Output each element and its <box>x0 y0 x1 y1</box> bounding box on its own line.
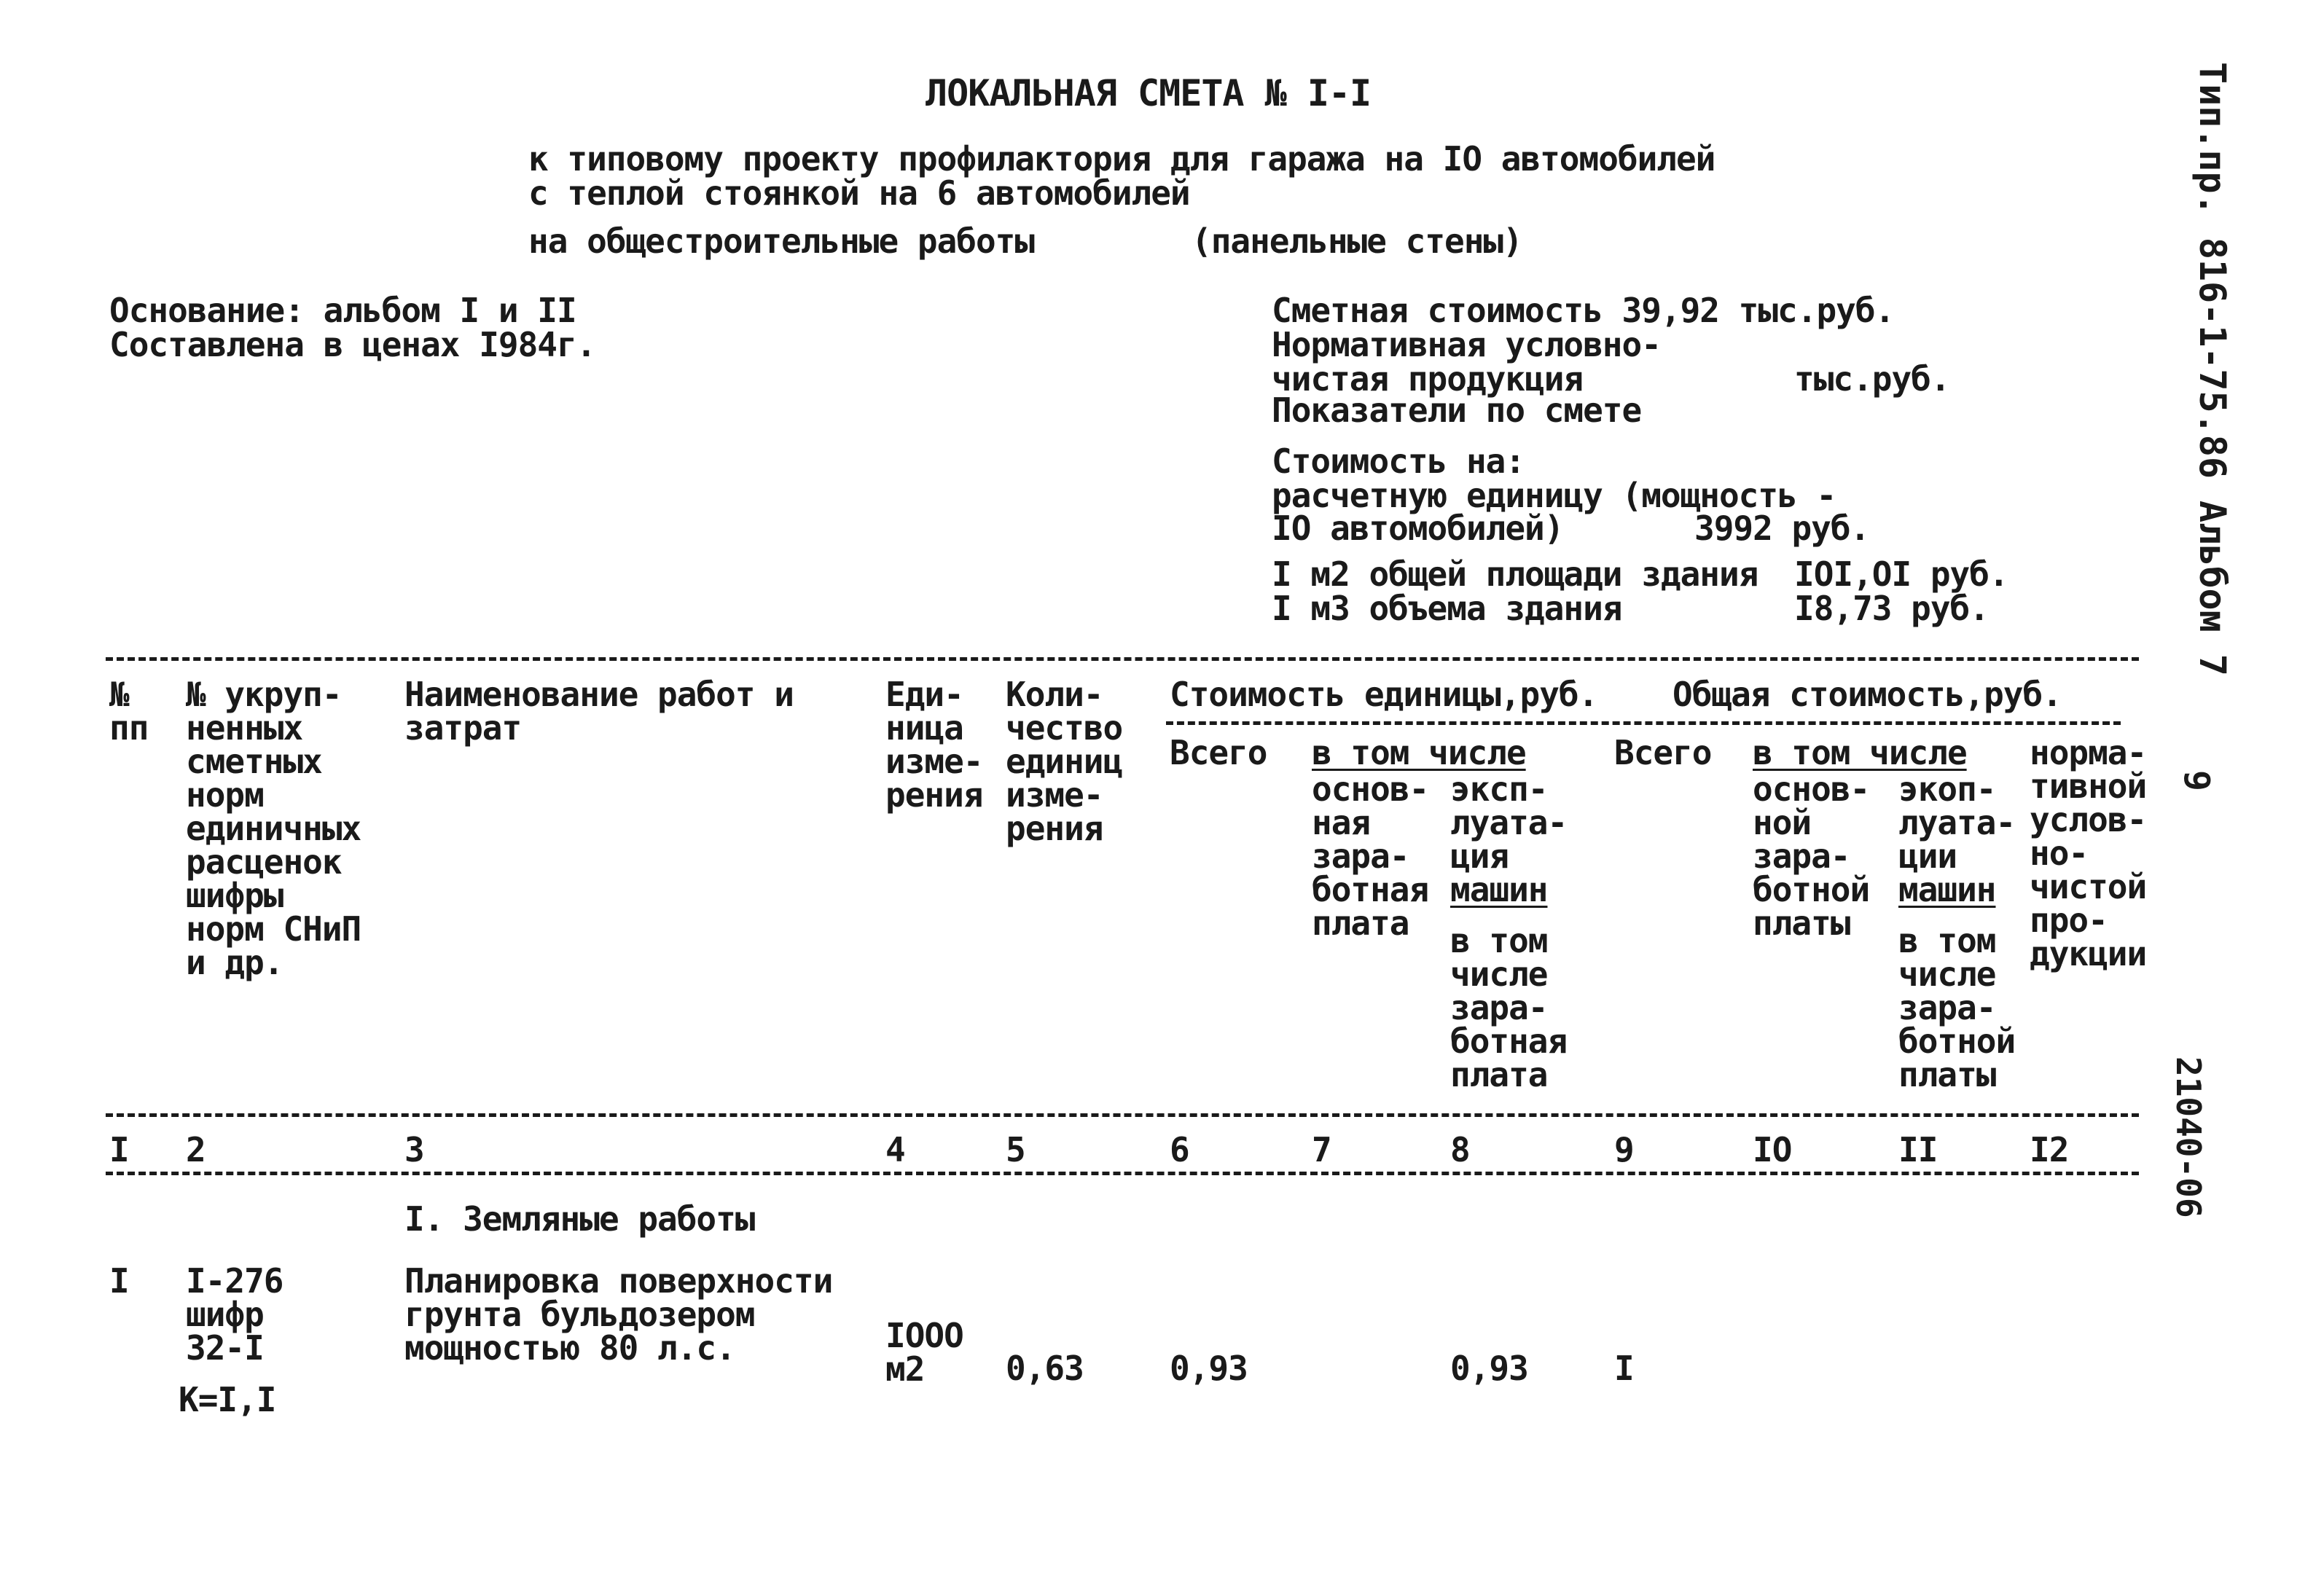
indicators-label: Показатели по смете <box>1272 391 1642 430</box>
col-header-total-machines-b: машин <box>1898 870 1996 909</box>
col-header-total-machines-c: в том числе зара- ботной платы <box>1898 921 2016 1094</box>
estimated-cost: Сметная стоимость 39,92 тыс.руб. <box>1272 291 1895 330</box>
col-header-total-wage: основ- ной зара- ботной платы <box>1753 769 1870 943</box>
row-num: I <box>109 1261 129 1301</box>
m2-label: I м2 общей площади здания <box>1272 554 1758 594</box>
col-header-normative: норма- тивной услов- но- чистой про- дукции <box>2030 733 2147 973</box>
row-coefficient: К=I,I <box>179 1380 276 1419</box>
col-header-qty: Коли- чество единиц изме- рения <box>1006 675 1123 848</box>
col-header-machines-a: эксп- луата- ция <box>1450 769 1568 876</box>
calc-unit-value: 3992 руб. <box>1694 509 1870 548</box>
col-header-unit-total: Всего <box>1170 733 1267 772</box>
calc-unit-line-2: IО автомобилей) <box>1272 509 1564 548</box>
side-annotation-top: Тип.пр. 816-1-75.86 Альбом 7 <box>2191 62 2234 676</box>
normative-unit: тыс.руб. <box>1794 359 1950 399</box>
col-header-machines-b: машин <box>1450 870 1548 909</box>
subtitle-line-2: с теплой стоянкой на 6 автомобилей <box>528 173 1190 213</box>
column-number: 8 <box>1450 1130 1470 1169</box>
cost-on-label: Стоимость на: <box>1272 442 1525 481</box>
calc-unit-line-1: расчетную единицу (мощность - <box>1272 476 1836 515</box>
table-header-bottom-rule <box>106 1113 2139 1117</box>
table-top-rule <box>106 657 2139 661</box>
m2-value: IOI,OI руб. <box>1794 554 2008 594</box>
col-header-total: Всего <box>1614 733 1712 772</box>
section-title: I. Земляные работы <box>404 1199 755 1239</box>
column-number: 5 <box>1006 1130 1025 1169</box>
row-qty: 0,63 <box>1006 1349 1084 1388</box>
basis-line-2: Составлена в ценах I984г. <box>109 325 596 364</box>
row-unit: IООО м2 <box>885 1316 963 1389</box>
row-unit-cost-machines: 0,93 <box>1450 1349 1528 1388</box>
col-header-unit: Еди- ница изме- рения <box>885 675 983 815</box>
column-number: 2 <box>186 1130 206 1169</box>
column-number: 6 <box>1170 1130 1189 1169</box>
row-total: I <box>1614 1349 1634 1388</box>
column-number: I <box>109 1130 129 1169</box>
column-number: 4 <box>885 1130 905 1169</box>
basis-line-1: Основание: альбом I и II <box>109 291 576 330</box>
m3-label: I м3 объема здания <box>1272 589 1622 628</box>
col-header-total-incl: в том числе <box>1753 733 1967 772</box>
column-number: IО <box>1753 1130 1792 1169</box>
m3-value: I8,73 руб. <box>1794 589 1989 628</box>
column-numbers-rule <box>106 1172 2139 1175</box>
col-header-unit-cost: Стоимость единицы,руб. <box>1170 675 1598 714</box>
column-number: 3 <box>404 1130 424 1169</box>
col-header-code: № укруп- ненных сметных норм единичных расценок шифры норм СНиП и др. <box>186 675 361 982</box>
works-note: (панельные стены) <box>1192 221 1522 261</box>
side-annotation-bottom: 21040-06 <box>2169 1056 2208 1218</box>
subtitle-line-1: к типовому проекту профилактория для гаража на IО автомобилей <box>528 139 1715 179</box>
col-header-basic-wage: основ- ная зара- ботная плата <box>1312 769 1429 943</box>
column-number: I2 <box>2030 1130 2069 1169</box>
col-header-unit-incl: в том числе <box>1312 733 1526 772</box>
column-number: 7 <box>1312 1130 1331 1169</box>
page-title: ЛОКАЛЬНАЯ СМЕТА № I-I <box>926 72 1372 114</box>
col-header-total-cost: Общая стоимость,руб. <box>1672 675 2062 714</box>
row-unit-cost-total: 0,93 <box>1170 1349 1248 1388</box>
normative-line-1: Нормативная условно- <box>1272 325 1661 364</box>
col-header-num: № пп <box>109 675 149 748</box>
row-name: Планировка поверхности грунта бульдозером мощностью 80 л.с. <box>404 1261 833 1368</box>
cost-group-rule <box>1166 721 2121 725</box>
row-code: I-276 шифр 32-I <box>186 1261 283 1368</box>
col-header-total-machines-a: экоп- луата- ции <box>1898 769 2016 876</box>
page-number: 9 <box>2175 770 2217 791</box>
col-header-name: Наименование работ и затрат <box>404 675 794 748</box>
column-number: 9 <box>1614 1130 1634 1169</box>
works-label: на общестроительные работы <box>528 221 1035 261</box>
column-number: II <box>1898 1130 1938 1169</box>
normative-line-2: чистая продукция <box>1272 359 1584 399</box>
col-header-machines-c: в том числе зара- ботная плата <box>1450 921 1568 1094</box>
